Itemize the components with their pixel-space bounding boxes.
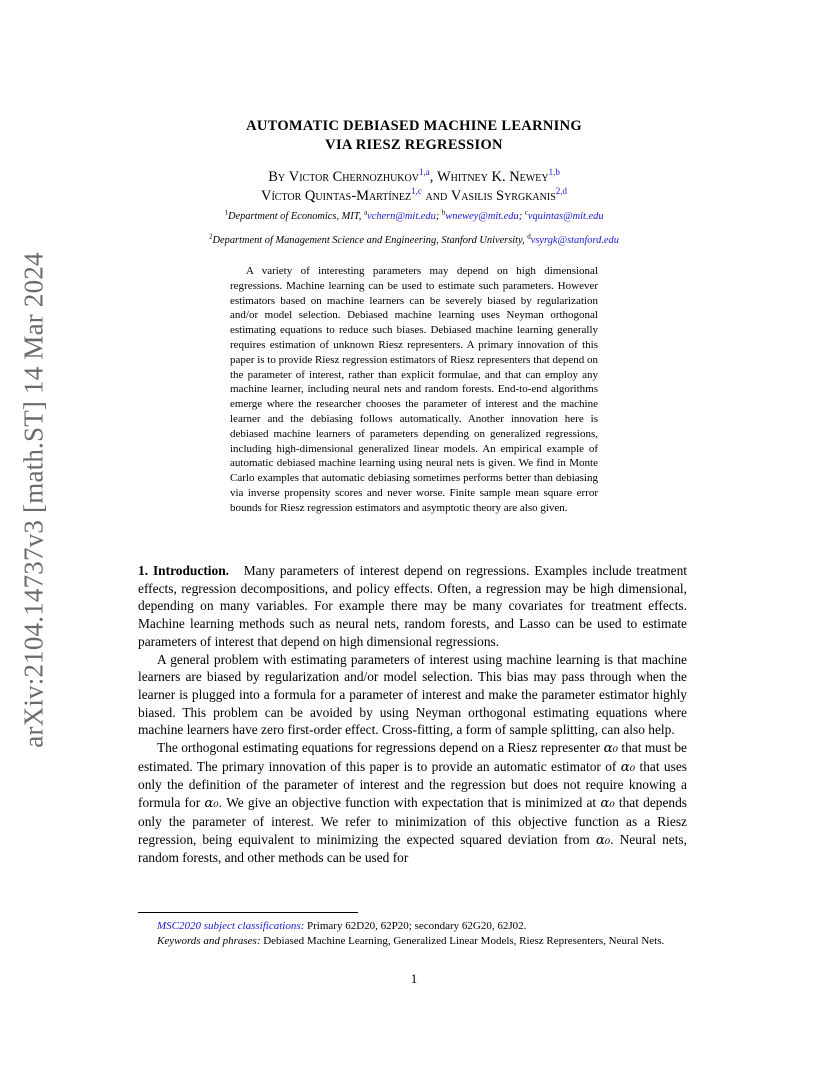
keywords-text: Debiased Machine Learning, Generalized Linear Models, Riesz Representers, Neural Nets. bbox=[260, 935, 665, 947]
author-list bbox=[0, 168, 828, 206]
paper-title bbox=[0, 117, 828, 155]
intro-paragraph-2: A general problem with estimating parameters of interest using machine learning is that machine learners are biased by regularization and/or model selection. This bias may pass through when the learner is plugged into a formula for a parameter of interest and make the parameter estimator highly biased. This problem can be avoided by using Neyman orthogonal estimating equations where machine learners have zero first-order effect. Cross-fitting, a form of sample splitting, can also help. bbox=[138, 651, 687, 738]
affiliation-text: Department of Economics, MIT, bbox=[227, 211, 364, 222]
and-word: and bbox=[425, 188, 448, 204]
alpha-zero-symbol: α₀ bbox=[620, 759, 636, 775]
affiliation-mark: 2 bbox=[209, 232, 213, 241]
intro-paragraph-1 bbox=[138, 562, 687, 651]
msc-classification-link[interactable]: MSC2020 subject classifications: bbox=[157, 920, 305, 932]
intro-text-3e: that depends only the parameter of interest. We refer to minimization of this objective function as a Riesz regression, being equivalent to minimizing the expected squared deviation from bbox=[138, 795, 688, 847]
section-heading: 1. Introduction. bbox=[138, 563, 229, 578]
author-mark[interactable]: 1,b bbox=[548, 167, 560, 178]
author-line-2 bbox=[0, 187, 828, 206]
keywords-footnote bbox=[138, 934, 687, 949]
page-number: 1 bbox=[410, 971, 418, 986]
affiliation-stanford bbox=[0, 232, 828, 246]
affiliation-mit: $^1$Department of Economics, MIT, $^a$vchern@mit.edu; $^b$wnewey@mit.edu; $^c$vquintas@mit.edu bbox=[224, 208, 604, 222]
arxiv-identifier-text: arXiv:2104.14737v3 [math.ST] 14 Mar 2024 bbox=[18, 252, 49, 748]
abstract: A variety of interesting parameters may depend on high dimensional regressions. Machine learning can be used to estimate such parameters. However estimators based on machine learners can be severely biased by regularization and/or model selection. Debiased machine learning uses Neyman orthogonal estimating equations to reduce such biases. Debiased machine learning generally requires estimation of unknown Riesz representers. A primary innovation of this paper is to provide Riesz regression estimators of Riesz representers that depend on the parameter of interest, rather than explicit formulae, and that can employ any machine learner, including neural nets and random forests. End-to-end algorithms emerge where the researcher chooses the parameter of interest and the machine learner and the debiasing follows automatically. Another innovation here is debiased machine learners of parameters depending on generalized regressions, including high-dimensional generalized linear models. An empirical example of automatic debiased machine learning using neural nets is given. We find in Monte Carlo examples that automatic debiasing sometimes performs better than debiasing via inverse propensity scores and never worse. Finite sample mean square error bounds for Riesz regression estimators and asymptotic theory are also given. bbox=[230, 265, 598, 514]
intro-paragraph-3 bbox=[138, 739, 687, 867]
alpha-zero-symbol: α₀ bbox=[600, 796, 615, 812]
affiliation-text: Department of Management Science and Engineering, Stanford University, bbox=[212, 235, 528, 246]
arxiv-identifier-stamp bbox=[14, 240, 54, 760]
email-link[interactable]: vsyrgk@stanford.edu bbox=[530, 235, 619, 246]
alpha-zero-symbol: α₀ bbox=[595, 832, 611, 848]
intro-text-3c: that uses only the definition of the parameter of interest and the regression but does not require knowing a formula for bbox=[138, 758, 687, 811]
title-line-1: AUTOMATIC DEBIASED MACHINE LEARNING bbox=[246, 118, 582, 134]
author-mark[interactable]: 2,d bbox=[555, 186, 568, 197]
author-chernozhukov: Victor Chernozhukov bbox=[288, 169, 419, 185]
author-line-1: By Victor Chernozhukov$^{1,a}$, Whitney K. Newey$^{1,b}$ bbox=[268, 167, 560, 185]
author-newey: Whitney K. Newey bbox=[436, 169, 549, 185]
email-mark: d bbox=[527, 232, 531, 241]
email-mark: b bbox=[441, 208, 446, 217]
msc-codes: Primary 62D20, 62P20; secondary 62G20, 62J02. bbox=[304, 920, 527, 932]
alpha-zero-symbol: α₀ bbox=[603, 741, 618, 757]
intro-text-3a: The orthogonal estimating equations for regressions depend on a Riesz representer bbox=[157, 740, 604, 756]
email-link[interactable]: wnewey@mit.edu bbox=[445, 211, 519, 222]
footnote-rule bbox=[138, 912, 358, 913]
author-mark[interactable]: 1,a bbox=[418, 167, 430, 178]
title-line-2: VIA RIESZ REGRESSION bbox=[325, 137, 503, 153]
email-mark: a bbox=[363, 208, 368, 217]
email-link[interactable]: vchern@mit.edu bbox=[367, 211, 436, 222]
intro-text-3d: . We give an objective function with expectation that is minimized at bbox=[218, 795, 601, 811]
email-mark: c bbox=[524, 208, 528, 217]
keywords-label: Keywords and phrases: bbox=[157, 935, 261, 947]
author-syrgkanis: Vasilis Syrgkanis bbox=[450, 188, 556, 204]
affiliation-mark: 1 bbox=[224, 208, 228, 217]
by-word: By bbox=[268, 169, 286, 185]
footnotes bbox=[138, 919, 687, 949]
author-quintas-martinez: Víctor Quintas-Martínez bbox=[260, 188, 412, 204]
intro-text-3f: . Neural nets, random forests, and other methods can be used for bbox=[138, 831, 687, 866]
alpha-zero-symbol: α₀ bbox=[204, 796, 219, 812]
author-mark[interactable]: 1,c bbox=[411, 186, 422, 197]
intro-text-1: Many parameters of interest depend on regressions. Examples include treatment effects, regression decompositions, and policy effects. Often, a regression may be high dimensional, depending on many variables. For example there may be many covariates for treatment effects. Machine learning methods such as neural nets, random forests, and Lasso can be used to estimate parameters of interest that depend on high dimensional regressions. bbox=[138, 563, 687, 649]
msc-footnote bbox=[138, 919, 687, 934]
email-link[interactable]: vquintas@mit.edu bbox=[527, 211, 604, 222]
introduction-section bbox=[138, 562, 687, 867]
intro-text-3b: that must be estimated. The primary innovation of this paper is to provide an automatic estimator of bbox=[138, 740, 687, 774]
